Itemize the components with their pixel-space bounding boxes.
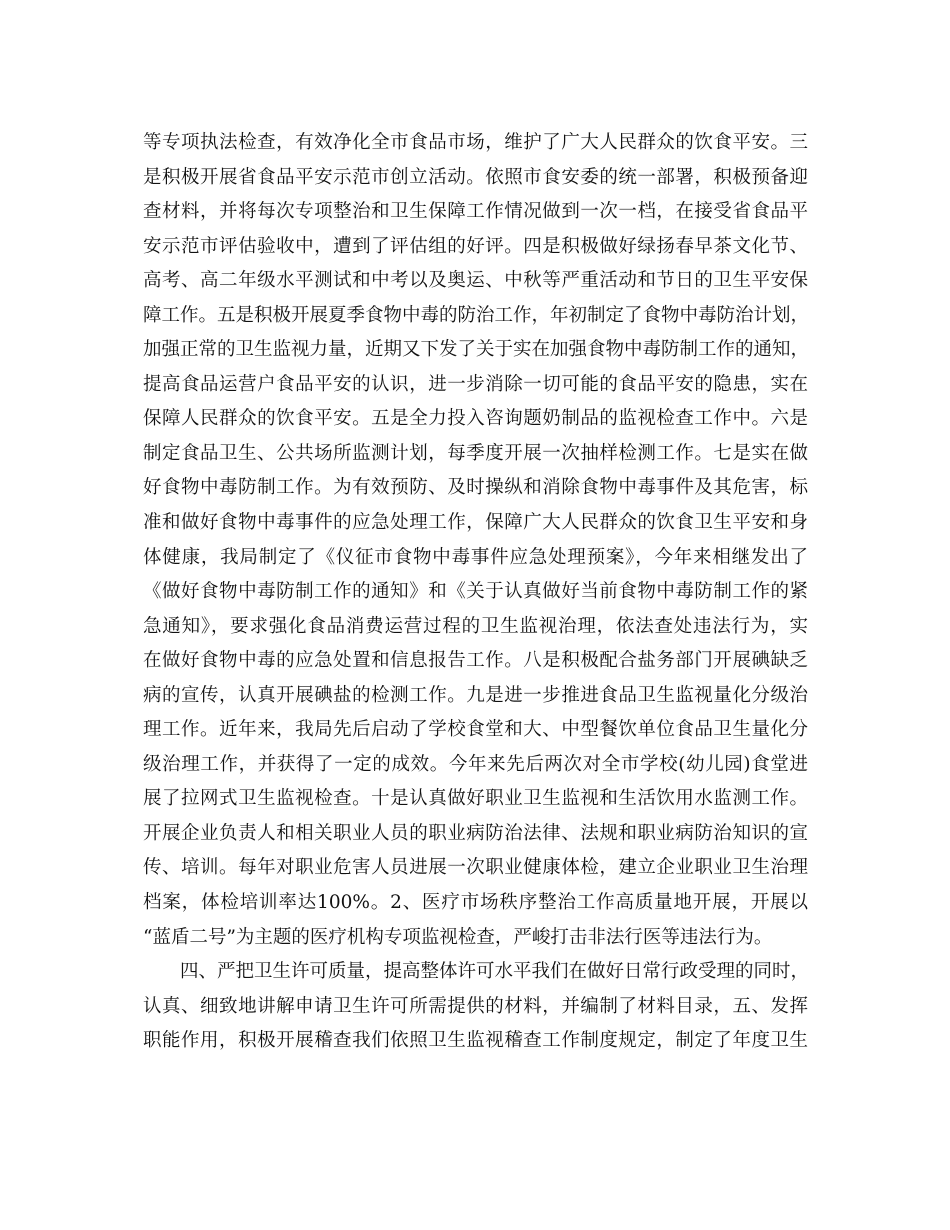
text-line: 等专项执法检查，有效净化全市食品市场，维护了广大人民群众的饮食平安。三 [143,132,808,153]
text-line: 档案，体检培训率达100%。2、医疗市场秩序整治工作高质量地开展，开展以 [143,892,808,914]
text-line: “蓝盾二号”为主题的医疗机构专项监视检查，严峻打击非法行医等违法行为。 [143,926,773,948]
text-line: 认真、细致地讲解申请卫生许可所需提供的材料，并编制了材料目录，五、发挥 [143,995,808,1017]
text-line: 是积极开展省食品平安示范市创立活动。依照市食安委的统一部署，积极预备迎 [143,166,808,188]
text-line: 在做好食物中毒的应急处置和信息报告工作。八是积极配合盐务部门开展碘缺乏 [143,650,808,672]
text-line: 级治理工作，并获得了一定的成效。今年来先后两次对全市学校(幼儿园)食堂进 [143,753,808,775]
text-line: 急通知》，要求强化食品消费运营过程的卫生监视治理，依法查处违法行为，实 [143,615,808,637]
text-line: 障工作。五是积极开展夏季食物中毒的防治工作，年初制定了食物中毒防治计划， [143,304,810,326]
text-line: 展了拉网式卫生监视检查。十是认真做好职业卫生监视和生活饮用水监测工作。 [143,788,808,810]
text-line: 四、严把卫生许可质量，提高整体许可水平我们在做好日常行政受理的同时， [180,961,810,983]
text-line: 理工作。近年来，我局先后启动了学校食堂和大、中型餐饮单位食品卫生量化分 [143,719,808,741]
text-line: 病的宣传，认真开展碘盐的检测工作。九是进一步推进食品卫生监视量化分级治 [143,684,808,706]
text-line: 保障人民群众的饮食平安。五是全力投入咨询题奶制品的监视检查工作中。六是 [143,408,808,430]
text-line: 加强正常的卫生监视力量，近期又下发了关于实在加强食物中毒防制工作的通知， [143,339,810,361]
text-line: 提高食品运营户食品平安的认识，进一步消除一切可能的食品平安的隐患，实在 [143,373,808,395]
text-line: 开展企业负责人和相关职业人员的职业病防治法律、法规和职业病防治知识的宣 [143,822,808,844]
text-line: 《做好食物中毒防制工作的通知》和《关于认真做好当前食物中毒防制工作的紧 [143,581,808,603]
text-line: 制定食品卫生、公共场所监测计划，每季度开展一次抽样检测工作。七是实在做 [143,442,808,464]
text-line: 职能作用，积极开展稽查我们依照卫生监视稽查工作制度规定，制定了年度卫生 [143,1030,808,1052]
text-line: 查材料，并将每次专项整治和卫生保障工作情况做到一次一档，在接受省食品平 [143,201,808,223]
text-line: 体健康，我局制定了《仪征市食物中毒事件应急处理预案》，今年来相继发出了 [143,546,808,568]
text-line: 传、培训。每年对职业危害人员进展一次职业健康体检，建立企业职业卫生治理 [143,857,808,879]
body-text [143,126,808,1059]
text-line: 高考、高二年级水平测试和中考以及奥运、中秋等严重活动和节日的卫生平安保 [143,270,808,292]
text-line: 准和做好食物中毒事件的应急处理工作，保障广大人民群众的饮食卫生平安和身 [143,512,808,534]
text-line: 好食物中毒防制工作。为有效预防、及时操纵和消除食物中毒事件及其危害，标 [143,477,808,499]
text-line: 安示范市评估验收中，遭到了评估组的好评。四是积极做好绿扬春早茶文化节、 [143,235,808,257]
